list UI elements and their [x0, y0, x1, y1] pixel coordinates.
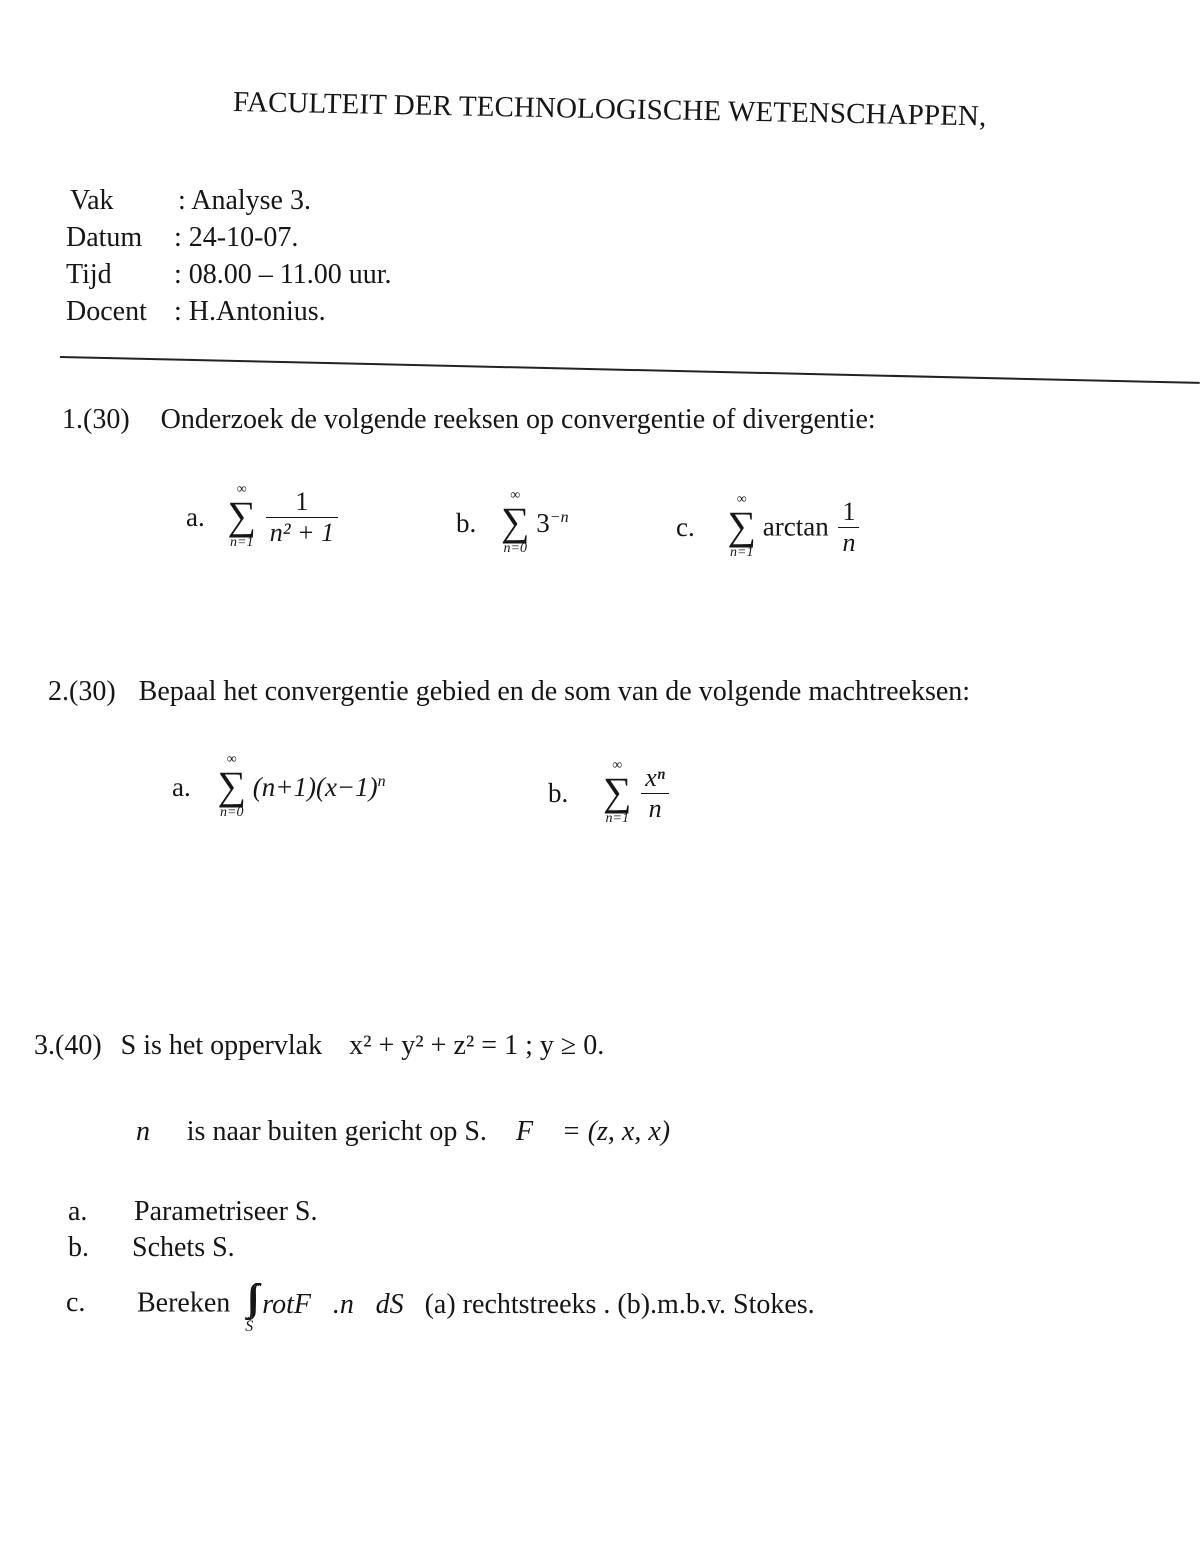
series-term	[253, 772, 386, 802]
item-label: b.	[68, 1232, 89, 1263]
sigma-icon: ∑	[217, 763, 246, 808]
sigma-icon: ∑	[727, 503, 756, 548]
faculty-title: FACULTEIT DER TECHNOLOGISCHE WETENSCHAPPEN,	[232, 86, 987, 133]
sigma-symbol	[727, 494, 756, 560]
item-label: b.	[548, 777, 569, 808]
fraction-numerator: 1	[266, 487, 338, 518]
q3-normal-line	[136, 1116, 670, 1148]
header-label: Datum	[66, 222, 143, 253]
q3-item-a	[68, 1196, 318, 1228]
sum-upper-limit: ∞	[236, 482, 247, 497]
function-name: arctan	[762, 511, 829, 542]
question-1-heading	[62, 404, 876, 436]
item-label: a.	[68, 1196, 88, 1227]
q1-series-a	[186, 484, 341, 550]
surface-equation: x² + y² + z² = 1 ; y ≥ 0.	[349, 1030, 605, 1061]
bereken-word: Bereken	[137, 1287, 231, 1319]
fraction-numerator: xⁿ	[641, 763, 669, 794]
q3-item-c	[66, 1276, 815, 1334]
item-text: Schets S.	[132, 1232, 235, 1263]
fraction-denominator: n	[648, 793, 662, 823]
header-row-vak	[70, 183, 392, 219]
sigma-icon: ∑	[603, 769, 632, 814]
sum-upper-limit: ∞	[510, 488, 521, 503]
normal-description: is naar buiten gericht op S.	[186, 1116, 487, 1147]
item-label: a.	[172, 771, 191, 802]
sum-upper-limit: ∞	[612, 758, 623, 773]
question-text: S is het oppervlak	[120, 1030, 323, 1061]
header-label: Tijd	[66, 259, 112, 290]
question-number: 3.(40)	[34, 1030, 102, 1061]
sigma-symbol	[603, 760, 632, 826]
q1-series-b	[456, 490, 569, 556]
header-label: Vak	[70, 185, 114, 216]
header-divider	[60, 356, 1200, 384]
double-integral-icon: ∫∫	[246, 1277, 252, 1319]
item-text: Parametriseer S.	[134, 1196, 318, 1227]
header-value: : 08.00 – 11.00 uur.	[174, 259, 392, 290]
header-label: Docent	[66, 296, 147, 327]
term-base: (n+1)(x−1)	[252, 771, 378, 802]
sigma-icon: ∑	[501, 499, 530, 544]
term-exponent: n	[377, 772, 386, 790]
sum-lower-limit: n=1	[605, 811, 629, 826]
question-number: 2.(30)	[48, 676, 116, 707]
sum-lower-limit: n=0	[503, 541, 527, 556]
integral-domain: S	[245, 1318, 254, 1335]
header-row-docent	[66, 294, 392, 330]
q1-series-c	[676, 494, 862, 560]
vector-field: F⃗ = (z, x, x)	[515, 1116, 671, 1147]
term-exponent: −n	[549, 508, 569, 526]
question-text: Bepaal het convergentie gebied en de som van de volgende machtreeksen:	[138, 676, 971, 707]
question-2-heading	[48, 676, 970, 708]
question-3-heading	[34, 1030, 604, 1062]
fraction	[838, 497, 859, 558]
header-value: : H.Antonius.	[174, 296, 326, 327]
sigma-symbol	[227, 484, 256, 550]
fraction-numerator: 1	[838, 497, 859, 528]
item-label: c.	[66, 1287, 86, 1319]
sum-lower-limit: n=0	[220, 805, 244, 820]
header-row-tijd	[66, 257, 392, 293]
integrand: rotF⃗.n⃗dS	[262, 1289, 404, 1320]
item-label: c.	[676, 511, 695, 542]
item-label: a.	[186, 501, 205, 532]
header-value: : 24-10-07.	[174, 222, 299, 253]
q2-series-b	[548, 760, 672, 826]
sigma-icon: ∑	[227, 493, 256, 538]
fraction	[641, 763, 669, 824]
q3-item-b	[68, 1232, 235, 1264]
header-value: : Analyse 3.	[178, 185, 311, 216]
exam-header-fields	[66, 183, 392, 330]
fraction	[266, 487, 338, 548]
sum-upper-limit: ∞	[736, 492, 747, 507]
method-text: (a) rechtstreeks . (b).m.b.v. Stokes.	[424, 1289, 815, 1320]
question-text: Onderzoek de volgende reeksen op convergentie of divergentie:	[160, 404, 876, 435]
normal-vector-symbol: n⃗	[136, 1116, 172, 1147]
double-integral	[245, 1276, 253, 1334]
header-row-datum	[66, 220, 392, 256]
sum-lower-limit: n=1	[230, 535, 254, 550]
sigma-symbol	[217, 754, 246, 820]
item-label: b.	[456, 507, 477, 538]
fraction-denominator: n	[842, 527, 856, 557]
sum-upper-limit: ∞	[226, 752, 237, 767]
series-term	[536, 508, 568, 538]
sigma-symbol	[501, 490, 530, 556]
term-base: 3	[536, 507, 550, 538]
q2-series-a	[172, 754, 386, 820]
question-number: 1.(30)	[62, 404, 130, 435]
sum-lower-limit: n=1	[730, 545, 754, 560]
fraction-denominator: n² + 1	[269, 517, 335, 547]
